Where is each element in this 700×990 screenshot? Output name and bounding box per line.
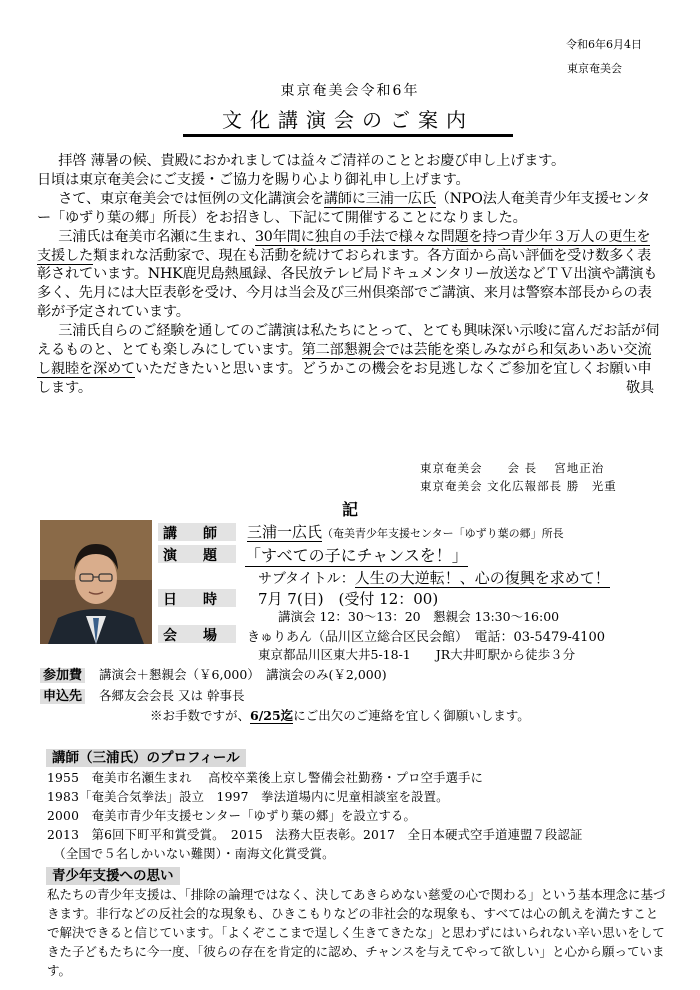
fee-label: 参加費 [40, 668, 85, 683]
subtitle-value: 人生の大逆転！、心の復興を求めて！ [354, 569, 610, 587]
greeting-paragraph: 拝啓 薄暑の候、貴殿におかれましては益々ご清祥のこととお慶び申し上げます。 [58, 153, 566, 169]
biography-paragraph [37, 228, 662, 323]
page-title: 文化講演会のご案内 [183, 104, 513, 137]
date-label: 日 時 [163, 592, 223, 608]
biography-text-b: 類まれな活動家で、現在も活動を続けておられます。各方面から高い評価を受け数多く表彰されています。NHK鹿児島熱風録、各民放テレビ局ドキュメンタリー放送などＴＶ出演や講演も多く、先月には大臣表彰を受け、今月は当会及び三州倶楽部でご講演、来月は警察本部長からの表彰が予定されています。 [37, 247, 658, 321]
venue-label: 会 場 [163, 628, 223, 644]
lecturer-photo [40, 520, 152, 644]
signature-president: 東京奄美会 会 長 宮地正治 [420, 461, 605, 475]
closing-paragraph [37, 322, 662, 398]
theme-title: 「すべての子にチャンスを！」 [245, 543, 468, 567]
rsvp-deadline: 6/25迄 [250, 708, 294, 723]
profile-item: （全国で５名しかいない難関）・南海文化賞受賞。 [47, 847, 335, 861]
youth-heading: 青少年支援への思い [46, 864, 180, 884]
apply-value: 各郷友会会長 又は 幹事長 [99, 688, 245, 703]
venue-address: 東京都品川区東大井5-18-1 JR大井町駅から徒歩３分 [258, 647, 576, 662]
event-time: 講演会 12：30～13：20 懇親会 13:30～16:00 [278, 609, 560, 624]
subtitle-line [258, 567, 610, 588]
biography-text-a: 三浦氏は奄美市名瀬に生まれ、 [58, 228, 255, 245]
rsvp-note: ※お手数ですが、6/25迄にご出欠のご連絡を宜しく御願いします。 [150, 708, 530, 723]
invitation-text-a: さて、東京奄美会では恒例の文化講演会を [58, 190, 324, 207]
subtitle-label: サブタイトル： [258, 571, 355, 587]
profile-heading: 講師（三浦氏）のプロフィール [46, 746, 246, 766]
profile-item: 1955 奄美市名瀬生まれ 高校卒業後上京し警備会社勤務・プロ空手選手に [47, 771, 484, 785]
lecturer-label: 講 師 [163, 526, 223, 542]
event-date: 7月 7(日) (受付 12：00) [258, 590, 439, 608]
lecturer-highlight: 講師に三浦一広氏 [323, 190, 436, 207]
invitation-text-b: （NPO法人奄美青少年支援センター「ゆずり葉の郷」所長）をお招きし、下記にて開催することになりました。 [37, 190, 650, 226]
profile-item: 2013 第6回下町平和賞受賞。 2015 法務大臣表彰。2017 全日本硬式空手道連盟７段認証 [47, 828, 583, 842]
apply-row [40, 685, 244, 704]
venue-value: きゅりあん（品川区立総合区民会館） 電話：03-5479-4100 [247, 630, 605, 645]
event-subtitle: 東京奄美会令和6年 [280, 83, 420, 99]
lecturer-title: （奄美青少年支援センター「ゆずり葉の郷」所長 [322, 527, 564, 540]
theme-label: 演 題 [163, 548, 223, 564]
youth-text: 私たちの青少年支援は、「排除の論理ではなく、決してあきらめない慈愛の心で関わる」という基本理念に基づきます。非行などの反社会的な現象も、ひきこもりなどの非社会的な現象も、すべては心の飢えを満たすことで解決できると信じています。「よくぞここまで逞しく生きてきたな」と思わずにはいられない辛い思いをしてきた子どもたちに今一度、「彼らの存在を肯定的に認め、チャンスを与えてやって欲しい」と心から願っています。 [47, 887, 666, 978]
details-heading: 記 [341, 500, 358, 519]
party-highlight: 第二部懇親会では芸能を楽しみながら和気あいあい交流し親睦を深めて [37, 342, 652, 377]
thanks-paragraph: 日頃は東京奄美会にご支援・ご協力を賜り心より御礼申し上げます。 [37, 171, 470, 188]
profile-item: 2000 奄美市青少年支援センター「ゆずり葉の郷」を設立する。 [47, 809, 417, 823]
signature-director: 東京奄美会 文化広報部長 勝 光重 [420, 479, 617, 493]
closing-word: 敬具 [626, 379, 654, 396]
closing-text-b: いただきたいと思います。どうかこの機会をお見逃しなくご参加を宜しくお願い申します。 [37, 360, 652, 396]
fee-value: 講演会＋懇親会（￥6,000） 講演会のみ(￥2,000) [99, 667, 387, 682]
invitation-paragraph [37, 190, 662, 228]
closing-text-a: 三浦氏自らのご経験を通してのご講演は私たちにとって、とても興味深い示唆に富んだお話が伺えるものと、とても楽しみにしています。 [37, 323, 660, 359]
fee-row [40, 664, 387, 683]
apply-label: 申込先 [40, 689, 85, 704]
lecturer-name: 三浦一広氏（奄美青少年支援センター「ゆずり葉の郷」所長 [247, 523, 564, 541]
letter-body [37, 152, 662, 398]
biography-highlight: 30年間に独自の手法で様々な問題を持つ青少年３万人の更生を支援した [37, 228, 651, 264]
letter-date: 令和6年6月4日 [566, 38, 642, 51]
sender-organization: 東京奄美会 [567, 62, 622, 75]
profile-item: 1983「奄美合気拳法」設立 1997 拳法道場内に児童相談室を設置。 [47, 790, 449, 804]
